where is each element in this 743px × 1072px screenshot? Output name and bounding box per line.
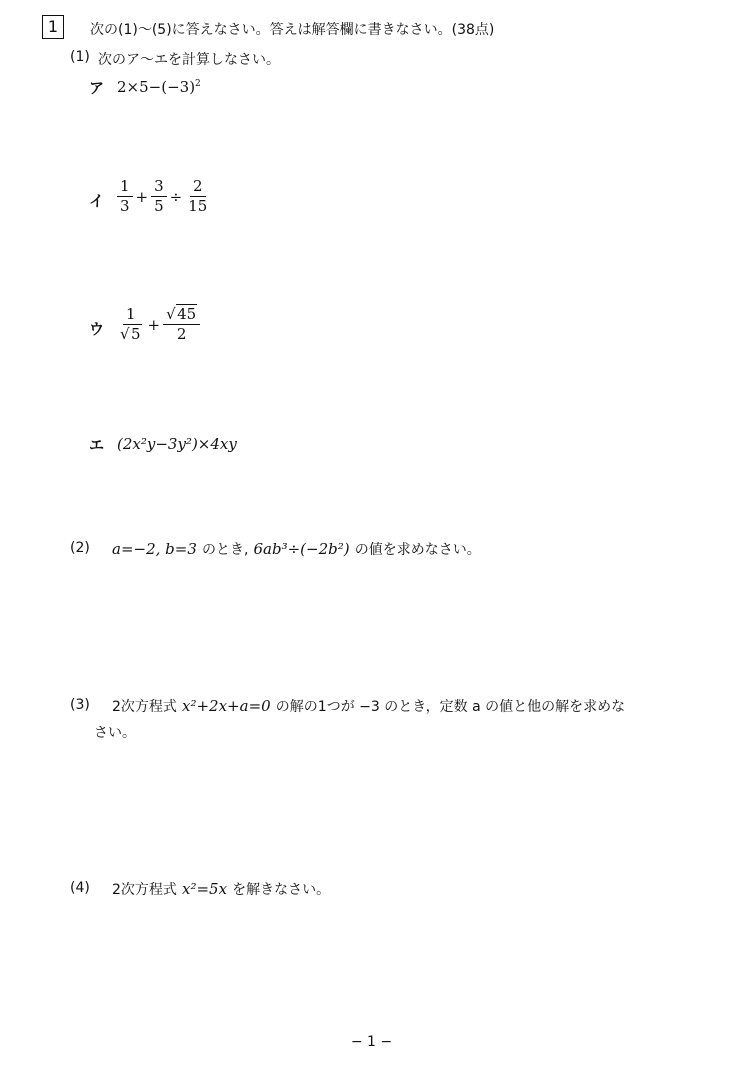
q4-text [112,879,330,899]
q1-i-f3-num: 2 [190,178,206,197]
q1-i-f1-num: 1 [117,178,133,197]
q3-label: (3) [70,697,90,713]
q1-u-f2-den: 2 [176,325,187,343]
q1-a-expr-main: 2×5−(−3) [117,78,196,96]
q2-condition-text: のとき, [201,542,249,558]
q1-u-kana: ウ [89,320,105,338]
q2-expression: 6ab³÷(−2b²) [253,540,350,558]
q1-u-sqrt-5: √ 5 [120,325,141,343]
q2-label: (2) [70,540,90,556]
q1-a-exponent: 2 [195,79,201,89]
q2-question-text: の値を求めなさい。 [354,542,481,558]
q1-u-f2-num-radicand: 45 [177,305,197,323]
q1-i-f2-den: 5 [154,197,164,215]
q1-u-expression [115,306,202,343]
q1-u-f1-den-radicand: 5 [131,325,141,343]
q3-line-1 [112,696,625,716]
q1-u-fraction-1 [117,306,145,343]
q1-a-expression [117,78,201,96]
q1-i-fraction-3 [185,178,210,215]
q2-values: a=−2, b=3 [112,540,197,558]
q1-label: (1) [70,49,90,65]
q1-i-fraction-2 [151,178,167,215]
q1-i-expression [115,178,212,215]
q4-question-text: を解きなさい。 [232,882,331,898]
q3-question-text: の解の1つが −3 のとき，定数 a の値と他の解を求めな [275,699,626,715]
question-number-box [42,15,64,39]
q3-line-2: さい。 [94,725,136,741]
q1-u-fraction-2 [163,306,200,343]
q1-u-f1-num: 1 [123,306,139,325]
question-number: 1 [47,17,59,36]
q1-i-kana: イ [89,192,105,210]
q1-u-sqrt-45: √ 45 [166,305,197,323]
q1-i-fraction-1 [117,178,133,215]
q1-i-f2-num: 3 [151,178,167,197]
q1-a-kana: ア [89,79,105,97]
q1-i-f3-den: 15 [188,197,208,215]
q1-prompt: 次のア〜エを計算しなさい。 [98,52,280,68]
question-instruction: 次の(1)〜(5)に答えなさい。答えは解答欄に書きなさい。(38点) [90,22,495,38]
q1-i-op2: ÷ [169,187,183,206]
q4-equation: x²=5x [182,880,228,898]
q1-e-kana: エ [89,436,105,454]
q1-e-expression: (2x²y−3y²)×4xy [117,435,237,453]
q3-equation: x²+2x+a=0 [182,697,271,715]
q1-i-op1: + [135,187,149,206]
q3-intro-text: 2次方程式 [112,699,177,715]
q4-intro-text: 2次方程式 [112,882,177,898]
q1-u-op1: + [147,315,161,334]
page-number: − 1 − [350,1034,393,1050]
q2-text [112,539,481,559]
q4-label: (4) [70,880,90,896]
q1-i-f1-den: 3 [120,197,130,215]
